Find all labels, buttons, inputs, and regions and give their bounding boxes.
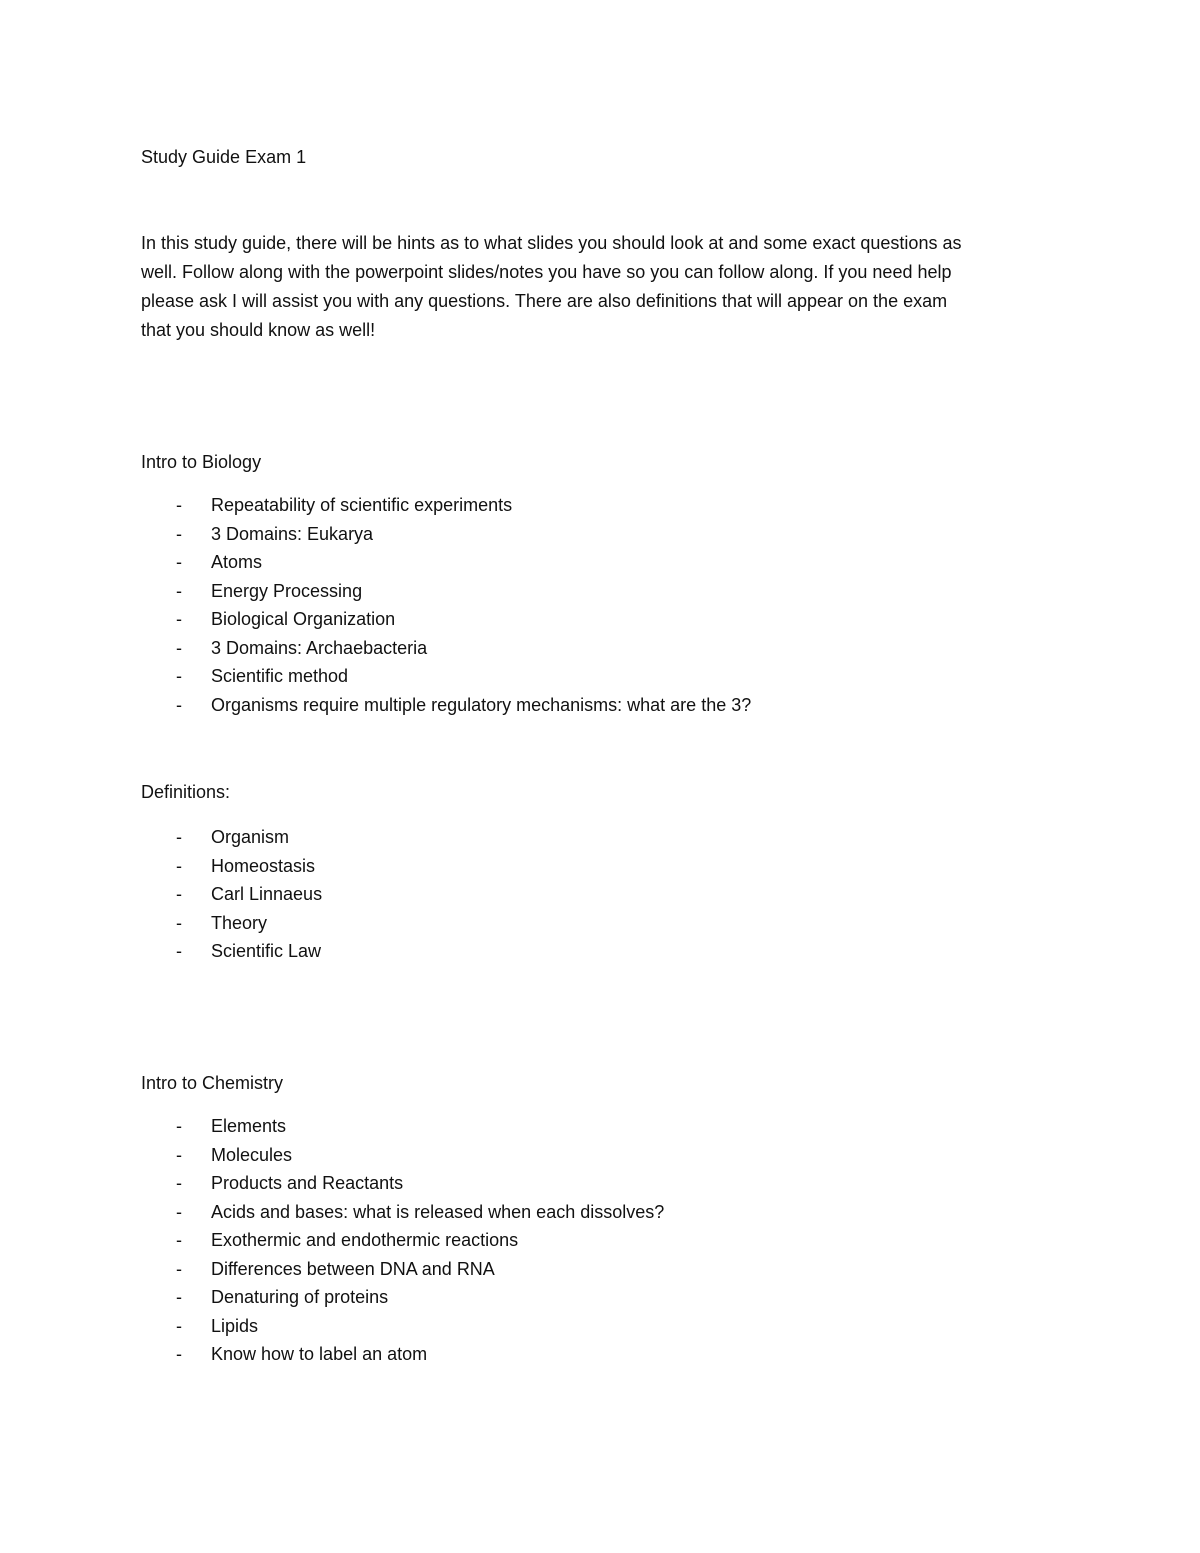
bullet-dash: - xyxy=(176,1116,182,1136)
bullet-dash: - xyxy=(176,941,182,961)
list-item xyxy=(0,662,1200,691)
list-item-text: Energy Processing xyxy=(211,580,363,601)
bullet-dash: - xyxy=(176,580,182,601)
list-item-text: 3 Domains: Eukarya xyxy=(211,523,374,544)
intro-line: well. Follow along with the powerpoint slides/notes you have so you can follow along. If you need help xyxy=(141,262,952,282)
list-item xyxy=(0,577,1200,606)
section-heading-definitions: Definitions: xyxy=(141,782,231,802)
intro-line: please ask I will assist you with any questions. There are also definitions that will appear on the exam xyxy=(141,291,948,311)
list-item-text: Acids and bases: what is released when each dissolves? xyxy=(211,1201,665,1222)
list-item-text: Exothermic and endothermic reactions xyxy=(211,1230,519,1250)
list-item xyxy=(0,852,1200,881)
document-title: Study Guide Exam 1 xyxy=(141,147,307,167)
bullet-dash: - xyxy=(176,609,182,629)
list-item-text: Lipids xyxy=(211,1315,259,1336)
list-item-text: Organisms require multiple regulatory mechanisms: what are the 3? xyxy=(211,694,752,715)
list-item xyxy=(0,880,1200,909)
biology-topic-list xyxy=(0,491,1200,719)
list-item-text: Differences between DNA and RNA xyxy=(211,1258,495,1279)
list-item xyxy=(0,1141,1200,1170)
chemistry-topic-list xyxy=(0,1112,1200,1369)
list-item-text: Scientific Law xyxy=(211,941,322,961)
bullet-dash: - xyxy=(176,1258,182,1279)
list-item-text: Homeostasis xyxy=(211,855,316,876)
list-item xyxy=(0,1283,1200,1312)
list-item-text: 3 Domains: Archaebacteria xyxy=(211,637,428,658)
list-item xyxy=(0,1226,1200,1255)
definitions-list xyxy=(0,823,1200,966)
list-item xyxy=(0,909,1200,938)
list-item-text: Theory xyxy=(211,912,268,933)
list-item-text: Atoms xyxy=(211,552,263,572)
list-item xyxy=(0,823,1200,852)
list-item xyxy=(0,605,1200,634)
list-item xyxy=(0,548,1200,577)
bullet-dash: - xyxy=(176,552,182,572)
list-item xyxy=(0,1169,1200,1198)
list-item-text: Products and Reactants xyxy=(211,1173,404,1193)
list-item xyxy=(0,520,1200,549)
bullet-dash: - xyxy=(176,666,182,686)
list-item-text: Molecules xyxy=(211,1144,293,1165)
intro-paragraph xyxy=(141,229,961,345)
list-item xyxy=(0,1255,1200,1284)
list-item-text: Denaturing of proteins xyxy=(211,1287,389,1307)
list-item xyxy=(0,1312,1200,1341)
bullet-dash: - xyxy=(176,1144,182,1165)
bullet-dash: - xyxy=(176,637,182,658)
section-heading-intro-to-biology: Intro to Biology xyxy=(141,452,262,472)
list-item-text: Know how to label an atom xyxy=(211,1344,428,1364)
list-item-text: Repeatability of scientific experiments xyxy=(211,495,513,515)
list-item-text: Elements xyxy=(211,1116,287,1136)
section-heading-intro-to-chemistry: Intro to Chemistry xyxy=(141,1073,284,1093)
bullet-dash: - xyxy=(176,912,182,933)
bullet-dash: - xyxy=(176,1315,182,1336)
bullet-dash: - xyxy=(176,1230,182,1250)
bullet-dash: - xyxy=(176,1173,182,1193)
bullet-dash: - xyxy=(176,855,182,876)
list-item-text: Carl Linnaeus xyxy=(211,884,323,904)
list-item-text: Organism xyxy=(211,827,290,847)
list-item xyxy=(0,491,1200,520)
list-item xyxy=(0,1112,1200,1141)
list-item xyxy=(0,634,1200,663)
bullet-dash: - xyxy=(176,495,182,515)
bullet-dash: - xyxy=(176,694,182,715)
list-item xyxy=(0,1340,1200,1369)
list-item xyxy=(0,937,1200,966)
list-item xyxy=(0,691,1200,720)
list-item-text: Scientific method xyxy=(211,666,349,686)
bullet-dash: - xyxy=(176,523,182,544)
bullet-dash: - xyxy=(176,1201,182,1222)
bullet-dash: - xyxy=(176,884,182,904)
bullet-dash: - xyxy=(176,827,182,847)
bullet-dash: - xyxy=(176,1287,182,1307)
list-item xyxy=(0,1198,1200,1227)
list-item-text: Biological Organization xyxy=(211,609,396,629)
bullet-dash: - xyxy=(176,1344,182,1364)
intro-line: In this study guide, there will be hints as to what slides you should look at and some exact questions as xyxy=(141,233,962,253)
intro-line: that you should know as well! xyxy=(141,320,376,340)
